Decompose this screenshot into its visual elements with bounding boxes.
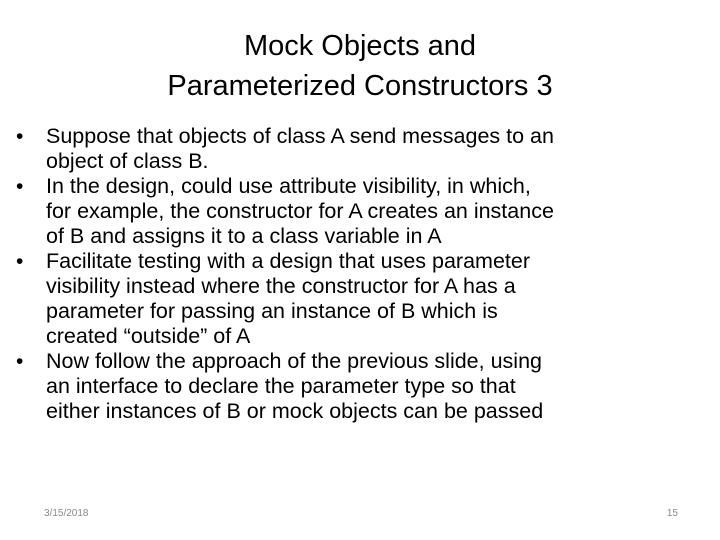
bullet-line: visibility instead where the constructor for A has a xyxy=(46,274,516,298)
footer-page-number: 15 xyxy=(666,508,678,519)
bullet-line: an interface to declare the parameter type so that xyxy=(46,374,516,398)
bullet-line: for example, the constructor for A creates an instance xyxy=(46,199,554,223)
bullet-list xyxy=(16,124,708,424)
bullet-line: object of class B. xyxy=(46,149,209,173)
bullet-line: either instances of B or mock objects can be passed xyxy=(46,399,544,423)
bullet-line: parameter for passing an instance of B which is xyxy=(46,299,498,323)
title-line: Parameterized Constructors 3 xyxy=(167,70,553,102)
bullet-line: of B and assigns it to a class variable in A xyxy=(46,224,442,248)
bullet-dot-icon: • xyxy=(16,175,24,198)
bullet-line: Facilitate testing with a design that uses parameter xyxy=(46,249,531,273)
bullet-line: In the design, could use attribute visibility, in which, xyxy=(46,174,531,198)
bullet-line: created “outside” of A xyxy=(46,324,251,348)
bullet-item xyxy=(16,124,708,174)
bullet-dot-icon: • xyxy=(16,350,24,373)
footer-date: 3/15/2018 xyxy=(44,508,89,519)
title-line: Mock Objects and xyxy=(243,30,477,62)
bullet-line: Suppose that objects of class A send messages to an xyxy=(46,124,554,148)
bullet-item xyxy=(16,249,708,349)
slide-title xyxy=(60,26,660,106)
bullet-line: Now follow the approach of the previous slide, using xyxy=(46,349,542,373)
bullet-dot-icon: • xyxy=(16,125,24,148)
bullet-item xyxy=(16,349,708,424)
bullet-dot-icon: • xyxy=(16,250,24,273)
bullet-item xyxy=(16,174,708,249)
